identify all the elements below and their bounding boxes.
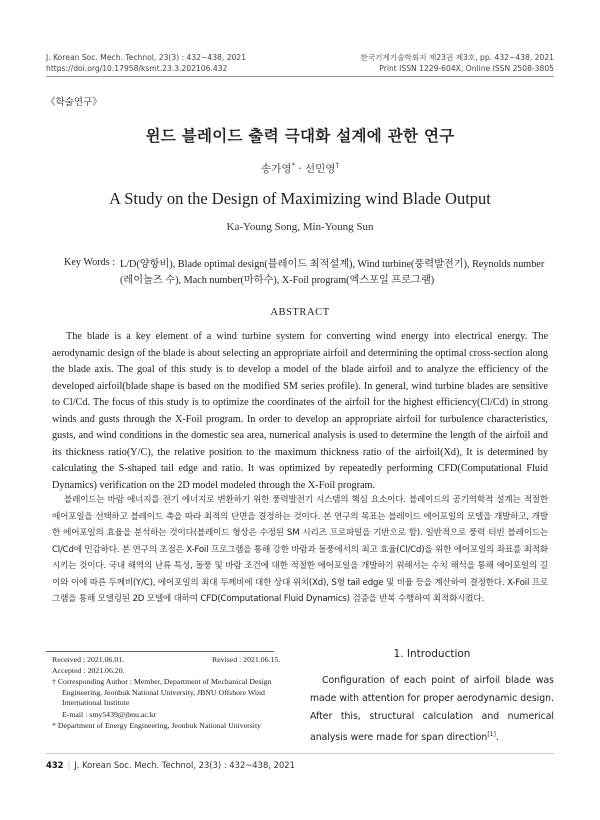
footer-separator: | [67,760,71,770]
author-2-mark: † [335,161,339,170]
header-divider [46,76,554,77]
footer-citation: J. Korean Soc. Mech. Technol, 23(3) : 432~438, 2021 [74,760,295,770]
corresponding-author-note: † Corresponding Author : Member, Department of Mechanical Design Engineering, Jeonbuk National University, JBNU Offshore Wind International Institute [52,677,272,708]
journal-citation-ko: 한국기계기술학회지 제23권 제3호, pp. 432~438, 2021 [360,53,554,62]
reference-mark[interactable]: [1] [487,731,496,738]
doi-link[interactable]: https://doi.org/10.17958/ksmt.23.3.202106.432 [46,64,228,73]
page-footer [46,760,295,770]
introduction-tail: . [495,732,499,744]
running-header-right [361,52,554,74]
footnote-divider [46,651,274,652]
footer-divider [46,753,554,754]
article-category: 《학술연구》 [46,97,102,108]
keywords-text: L/D(양항비), Blade optimal design(블레이드 최적설계), Wind turbine(풍력발전기), Reynolds number (레이놀즈 수), Mach number(마하수), X-Foil program(엑스포일 프로그램) [120,259,545,286]
introduction-text: Configuration of each point of airfoil blade was made with attention for proper aerodynamic design. After this, structural calculation and numerical analysis were made for span direction [310,675,554,744]
revised-date: Revised : 2021.06.15. [212,655,281,664]
author-email[interactable]: E-mail : smy5439@jbnu.ac.kr [62,710,157,719]
abstract-heading: ABSTRACT [270,307,330,318]
author-1-ko: 송가영 [261,163,292,175]
author-separator: · [294,163,305,175]
received-date: Received : 2021.06.01. [52,655,125,664]
authors-english: Ka-Young Song, Min-Young Sun [226,221,374,233]
department-note: * Department of Energy Engineering, Jeonbuk National University [52,721,262,730]
authors-korean [0,161,600,176]
author-2-ko: 선민영 [305,163,336,175]
introduction-paragraph [310,672,554,747]
issn-line: Print ISSN 1229-604X, Online ISSN 2508-3805 [379,64,554,73]
author-1-mark: * [291,161,295,170]
abstract-korean: 블레이드는 바람 에너지를 전기 에너지로 변환하기 위한 풍력발전기 시스템의 핵심 요소이다. 블레이드의 공기역학적 설계는 적절한 에어포일을 선택하고 블레이드 축을 따라 최적의 단면을 결정하는 것이다. 본 연구의 목표는 블레이드 에어포일의 모델을 개발하고, 개발한 에어포일의 효율을 분석하는 것이다(블레이드 형상은 수정된 SM 시리즈 프로파일을 기반으로 함). 일반적으로 풍력 터빈 블레이드는 Cl/Cd에 민감하다. 본 연구의 초점은 X-Foil 프로그램을 통해 강한 바람과 돌풍에서의 최고 효율(Cl/Cd)을 위한 에어포일의 좌표를 최적화시키는 것이다. 국내 해역의 난류 특성, 돌풍 및 바람 조건에 대한 적절한 에어포일을 개발하기 위해서는 수치 해석을 통해 에어포일의 길이와 이에 따른 두께비(Y/C), 에어포일의 최대 두께비에 대한 상대 위치(Xd), S형 tail edge 및 비율 등을 계산하여 결정한다. X-Foil 프로그램을 통해 모델링된 2D 모델에 대하여 CFD(Computational Fluid Dynamics) 검증을 반복 수행하여 최적화시켰다. [52,495,548,604]
title-korean: 윈드 블레이드 출력 극대화 설계에 관한 연구 [145,127,455,145]
title-english: A Study on the Design of Maximizing wind Blade Output [109,189,491,208]
accepted-date: Accepted : 2021.06.20. [52,666,125,675]
abstract-english: The blade is a key element of a wind turbine system for converting wind energy into electrical energy. The aerodynamic design of the blade is about selecting an appropriate airfoil and determining the optimal cross-section along the blade axis. The goal of this study is to develop a model of the blade airfoil and to analyze the efficiency of the developed airfoil(blade shape is based on the modified SM series profile). In general, wind turbine blades are sensitive to Cl/Cd. The focus of this study is to optimize the coordinates of the airfoil for the highest efficiency(Cl/Cd) in strong winds and gusts through the X-Foil program. In order to develop an appropriate airfoil for turbulence characteristics, gusts, and wind conditions in the domestic sea area, numerical analysis is used to determine the length of the airfoil and its thickness ratio(Y/C), the relative position to the maximum thickness ratio of the airfoil(Xd), It is determined by calculating the S-shaped tail edge and ratio. It was optimized by repeatedly performing CFD(Computational Fluid Dynamics) verification on the 2D model modeled through the X-Foil program. [52,331,548,491]
page-number: 432 [46,760,64,770]
running-header-left [46,52,246,74]
section-heading-introduction: 1. Introduction [393,648,471,660]
journal-citation: J. Korean Soc. Mech. Technol, 23(3) : 432~438, 2021 [46,53,247,62]
keywords-label: Key Words : [64,257,116,268]
